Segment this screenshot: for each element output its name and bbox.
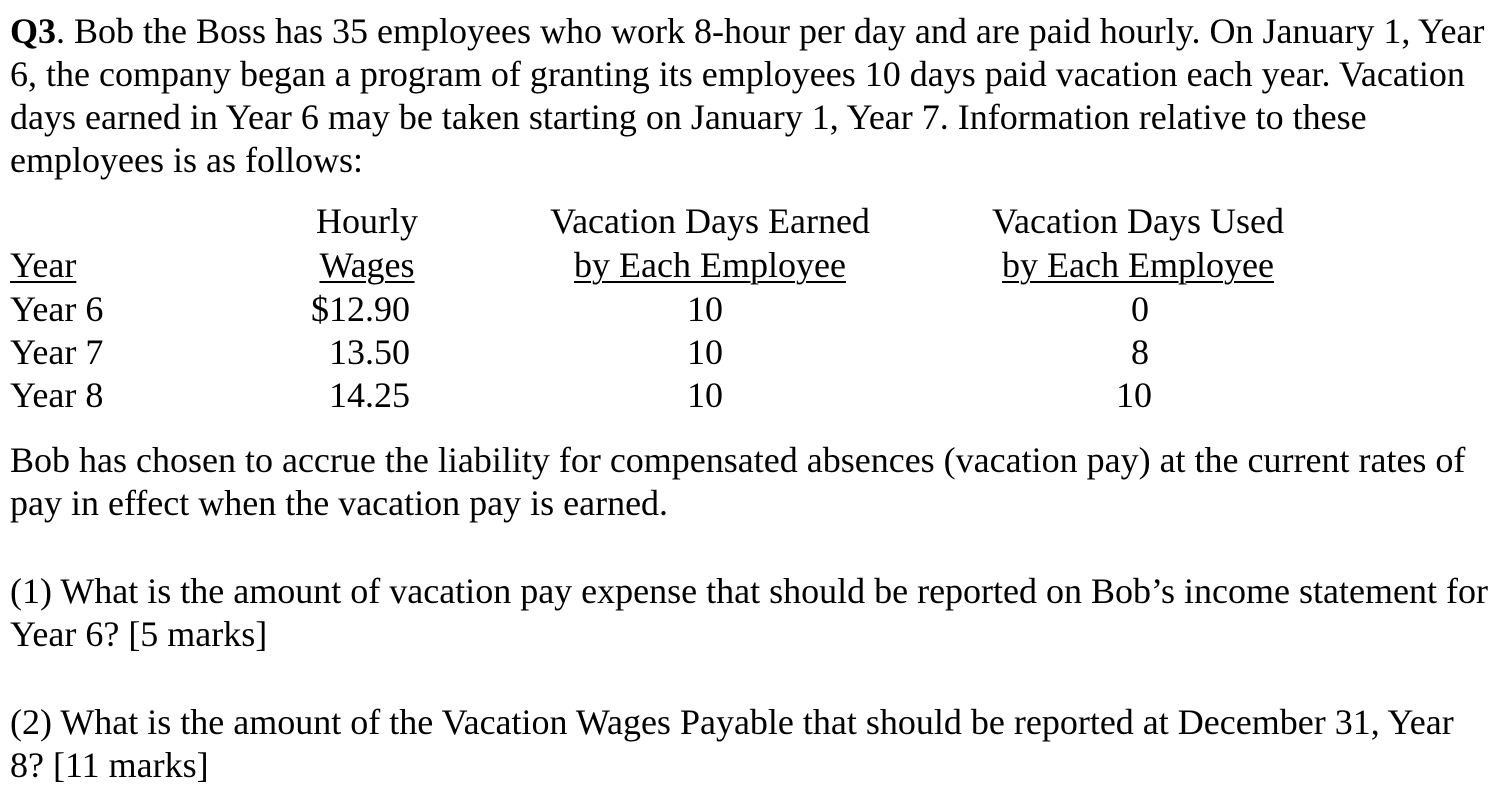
header-earned-line1: Vacation Days Earned <box>550 201 870 241</box>
table-row-year: Year 6 <box>10 289 104 329</box>
header-wages-line2: Wages <box>319 245 415 285</box>
question-intro-text: . Bob the Boss has 35 employees who work 8-hour per day and are paid hourly. On January 1, Year 6, the company began a program of granting its employees 10 days paid vacation each year. Vacation days earned in Year 6 may be taken starting on January 1, Year 7. Information relative to these employees is as follows: <box>10 11 1485 180</box>
table-row-wage: $12.90 <box>311 289 410 329</box>
table-row-wage: 14.25 <box>329 375 410 415</box>
header-used-line1: Vacation Days Used <box>992 201 1284 241</box>
question-part-1: (1) What is the amount of vacation pay expense that should be reported on Bob’s income statement for Year 6? [5 marks] <box>10 571 1488 654</box>
table-row-year: Year 8 <box>10 375 104 415</box>
header-wages-line1: Hourly <box>316 201 418 241</box>
question-part-2: (2) What is the amount of the Vacation Wages Payable that should be reported at December 31, Year 8? [11 marks] <box>10 702 1454 785</box>
table-row-earned: 10 <box>687 289 723 329</box>
header-used-line2: by Each Employee <box>1002 245 1274 285</box>
table-row-year: Year 7 <box>10 332 104 372</box>
table-row-used: 10 <box>1116 375 1152 415</box>
question-intro <box>10 10 1495 182</box>
header-year: Year <box>10 245 77 285</box>
header-earned-line2: by Each Employee <box>574 245 846 285</box>
table-row-used: 8 <box>1131 332 1149 372</box>
table-row-earned: 10 <box>687 332 723 372</box>
table-row-wage: 13.50 <box>329 332 410 372</box>
accrual-note: Bob has chosen to accrue the liability for compensated absences (vacation pay) at the current rates of pay in effect when the vacation pay is earned. <box>10 440 1466 523</box>
question-number: Q3 <box>10 11 57 51</box>
table-row-earned: 10 <box>687 375 723 415</box>
table-row-used: 0 <box>1131 289 1149 329</box>
